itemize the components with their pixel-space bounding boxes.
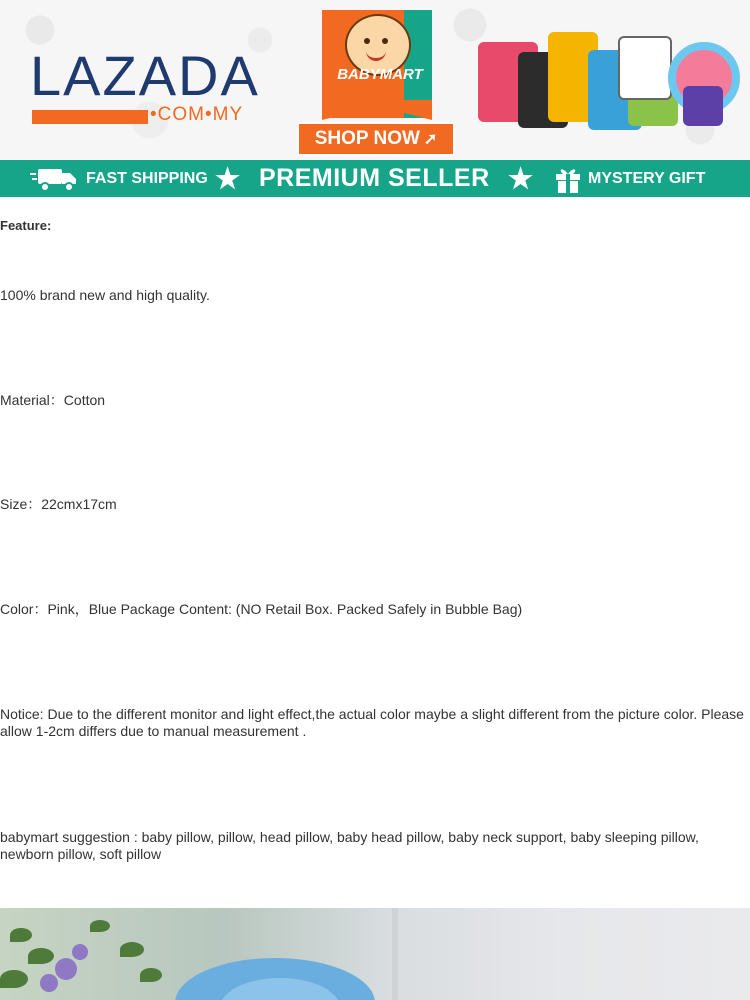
- flower: [40, 974, 58, 992]
- notice-text: Notice: Due to the different monitor and light effect,the actual color maybe a slight different from the picture color. Please allow 1-2cm differs due to manual measurement .: [0, 706, 744, 739]
- plant-leaf: [28, 948, 54, 964]
- mystery-gift-label: MYSTERY GIFT: [588, 170, 706, 187]
- flower: [55, 958, 77, 980]
- plant-leaf: [0, 970, 28, 988]
- suggestion-text: babymart suggestion : baby pillow, pillow, head pillow, baby head pillow, baby neck support, baby sleeping pillow, newborn pillow, soft pillow: [0, 829, 699, 862]
- cursor-icon: ➚: [423, 131, 438, 148]
- plant-leaf: [10, 928, 32, 942]
- gift-icon: [554, 164, 582, 194]
- shop-now-label: SHOP NOW: [314, 128, 420, 149]
- size-text: Size：22cmx17cm: [0, 496, 117, 512]
- color-package-text: Color：Pink，Blue Package Content: (NO Retail Box. Packed Safely in Bubble Bag): [0, 601, 523, 617]
- product-image: [618, 36, 672, 100]
- product-collage: [478, 32, 746, 136]
- quality-text: 100% brand new and high quality.: [0, 287, 210, 303]
- baby-eye-left: [364, 38, 370, 44]
- product-photo: [0, 908, 750, 1000]
- promo-strip: [0, 160, 750, 197]
- logo-domain: •COM•MY: [150, 104, 244, 125]
- logo-underline: [32, 110, 148, 124]
- plant-leaf: [120, 942, 144, 957]
- fast-shipping-label: FAST SHIPPING: [86, 170, 208, 187]
- truck-icon: [30, 166, 80, 192]
- flower: [72, 944, 88, 960]
- plant-leaf: [90, 920, 110, 932]
- store-banner[interactable]: [0, 0, 750, 197]
- lazada-logo: [30, 44, 260, 125]
- product-image: [683, 86, 723, 126]
- feature-heading: Feature:: [0, 218, 52, 233]
- shop-now-button[interactable]: [297, 122, 455, 156]
- store-badge-label: BABYMART: [337, 66, 423, 83]
- baby-eye-right: [382, 38, 388, 44]
- wall-edge: [392, 908, 398, 1000]
- logo-wordmark: LAZADA: [30, 44, 260, 107]
- star-icon: ★: [215, 163, 241, 194]
- premium-seller-label: PREMIUM SELLER: [259, 164, 490, 192]
- star-icon: ★: [508, 163, 534, 194]
- material-text: Material：Cotton: [0, 392, 106, 408]
- plant-leaf: [140, 968, 162, 982]
- ribbon-notch: [322, 100, 432, 120]
